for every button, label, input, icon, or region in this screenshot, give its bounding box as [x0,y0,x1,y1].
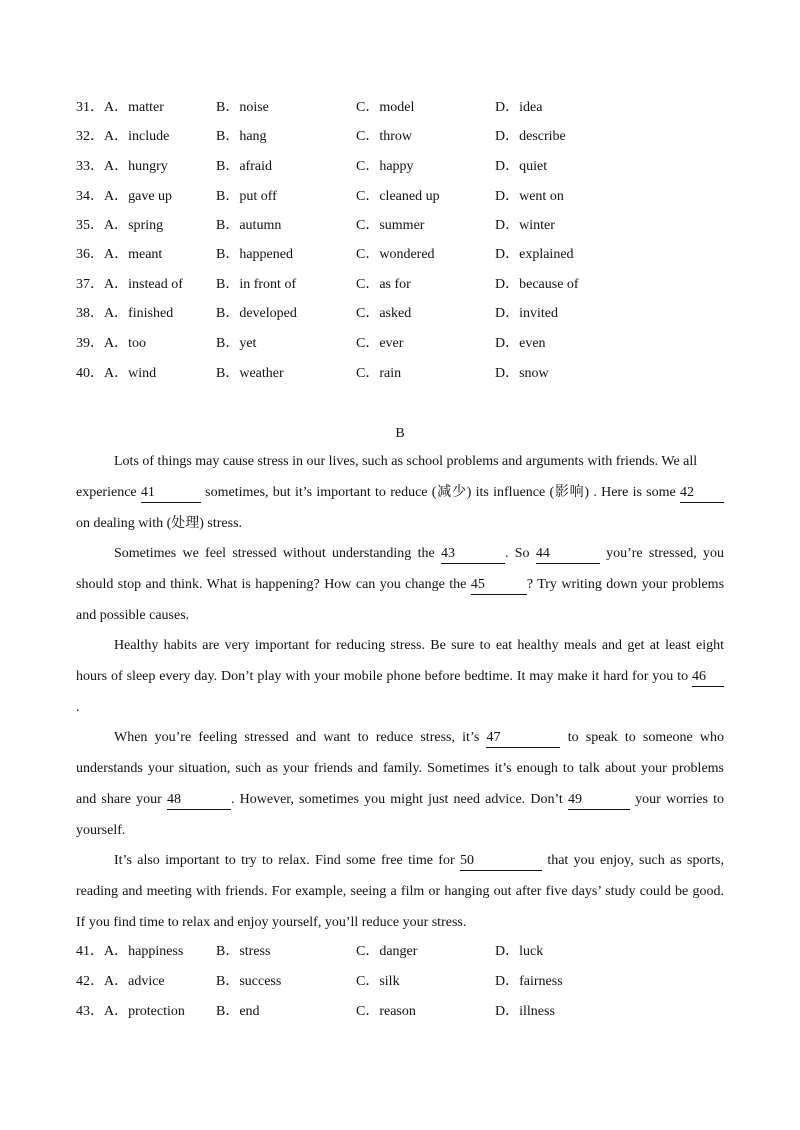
option-c: C．model [356,100,415,115]
question-31 [76,97,736,119]
passage-line: yourself. [76,823,126,838]
section-title: B [395,426,405,441]
passage-line [114,727,724,749]
question-33 [76,156,736,178]
passage-line: Healthy habits are very important for reducing stress. Be sure to eat healthy meals and get at least eight [114,638,724,653]
option-b: B．weather [216,366,284,381]
question-number: 32． [76,129,104,144]
option-c: C．happy [356,159,414,174]
option-b: B．in front of [216,277,297,292]
text-run: ? Try writing down your problems [526,577,725,592]
option-b: B．stress [216,944,271,959]
text-run: . However, sometimes you might just need advice. Don’t [230,792,563,807]
option-a: A．gave up [104,189,173,204]
passage-line [114,850,724,872]
option-d: D．went on [495,189,564,204]
question-43 [76,1001,736,1023]
passage-line [114,543,724,565]
question-37 [76,274,736,296]
text-run: Sometimes we feel stressed without understanding the [114,546,435,561]
passage-line: on dealing with (处理) stress. [76,516,243,531]
option-c: C．wondered [356,247,435,262]
option-c: C．throw [356,129,412,144]
passage-line [76,666,724,688]
passage-line: reading and meeting with friends. For example, seeing a film or hanging out after five days’ study could be good. [76,884,724,899]
passage-line: . [76,700,80,715]
option-c: C．cleaned up [356,189,440,204]
option-b: B．happened [216,247,293,262]
blank-43: 43 [441,545,505,564]
option-a: A．finished [104,306,174,321]
question-36 [76,244,736,266]
option-c: C．rain [356,366,402,381]
question-number: 35． [76,218,104,233]
option-d: D．snow [495,366,549,381]
passage-line [76,789,724,811]
blank-49: 49 [568,791,630,810]
text-run: your worries to [635,792,725,807]
passage-line: Lots of things may cause stress in our lives, such as school problems and arguments with friends. We all [114,454,698,469]
text-run: . So [504,546,530,561]
blank-45: 45 [471,576,527,595]
question-41 [76,941,736,963]
option-a: A．protection [104,1004,185,1019]
option-c: C．asked [356,306,412,321]
option-d: D．because of [495,277,579,292]
option-d: D．winter [495,218,555,233]
option-b: B．put off [216,189,277,204]
passage-line: and possible causes. [76,608,190,623]
option-a: A．instead of [104,277,183,292]
option-c: C．reason [356,1004,416,1019]
option-d: D．fairness [495,974,563,989]
text-run: to speak to someone who [567,730,725,745]
option-a: A．hungry [104,159,168,174]
question-number: 42． [76,974,104,989]
option-d: D．idea [495,100,543,115]
text-run: It’s also important to try to relax. Find some free time for [114,853,455,868]
question-34 [76,186,736,208]
passage-line [76,482,724,504]
option-b: B．yet [216,336,257,351]
blank-50: 50 [460,852,542,871]
question-35 [76,215,736,237]
option-a: A．happiness [104,944,184,959]
blank-48: 48 [167,791,231,810]
option-b: B．end [216,1004,260,1019]
question-number: 34． [76,189,104,204]
option-a: A．spring [104,218,164,233]
option-d: D．even [495,336,546,351]
option-a: A．meant [104,247,163,262]
text-run: you’re stressed, you [606,546,725,561]
option-b: B．developed [216,306,297,321]
option-b: B．afraid [216,159,272,174]
option-c: C．ever [356,336,404,351]
blank-42: 42 [680,484,724,503]
question-38 [76,303,736,325]
option-d: D．quiet [495,159,548,174]
passage-line: understands your situation, such as your friends and family. Sometimes it’s enough to talk about your problems [76,761,724,776]
text-run: hours of sleep every day. Don’t play with your mobile phone before bedtime. It may make it hard for you to [76,669,689,684]
blank-46: 46 [692,668,724,687]
question-number: 37． [76,277,104,292]
question-number: 31． [76,100,104,115]
question-42 [76,971,736,993]
blank-47: 47 [486,729,560,748]
option-d: D．explained [495,247,574,262]
text-run: that you enjoy, such as sports, [547,853,724,868]
question-number: 43． [76,1004,104,1019]
question-number: 33． [76,159,104,174]
text-run: When you’re feeling stressed and want to reduce stress, it’s [114,730,480,745]
question-number: 38． [76,306,104,321]
option-a: A．advice [104,974,165,989]
text-run: sometimes, but it’s important to reduce (减少) its influence (影响) . Here is some [205,485,676,500]
text-run: and share your [76,792,162,807]
option-b: B．hang [216,129,267,144]
blank-44: 44 [536,545,600,564]
option-d: D．invited [495,306,558,321]
option-a: A．wind [104,366,157,381]
option-b: B．noise [216,100,269,115]
text-run: experience [76,485,137,500]
option-a: A．include [104,129,170,144]
option-b: B．autumn [216,218,282,233]
question-number: 39． [76,336,104,351]
option-c: C．silk [356,974,400,989]
question-number: 36． [76,247,104,262]
option-d: D．describe [495,129,566,144]
passage-line [76,574,724,596]
blank-41: 41 [141,484,201,503]
option-c: C．summer [356,218,425,233]
option-b: B．success [216,974,282,989]
question-number: 41． [76,944,104,959]
option-d: D．luck [495,944,544,959]
option-c: C．danger [356,944,418,959]
option-a: A．matter [104,100,164,115]
passage-line: If you find time to relax and enjoy yourself, you’ll reduce your stress. [76,915,467,930]
option-d: D．illness [495,1004,555,1019]
text-run: should stop and think. What is happening? How can you change the [76,577,467,592]
option-c: C．as for [356,277,411,292]
question-39 [76,333,736,355]
question-40 [76,363,736,385]
option-a: A．too [104,336,146,351]
question-number: 40． [76,366,104,381]
question-32 [76,126,736,148]
